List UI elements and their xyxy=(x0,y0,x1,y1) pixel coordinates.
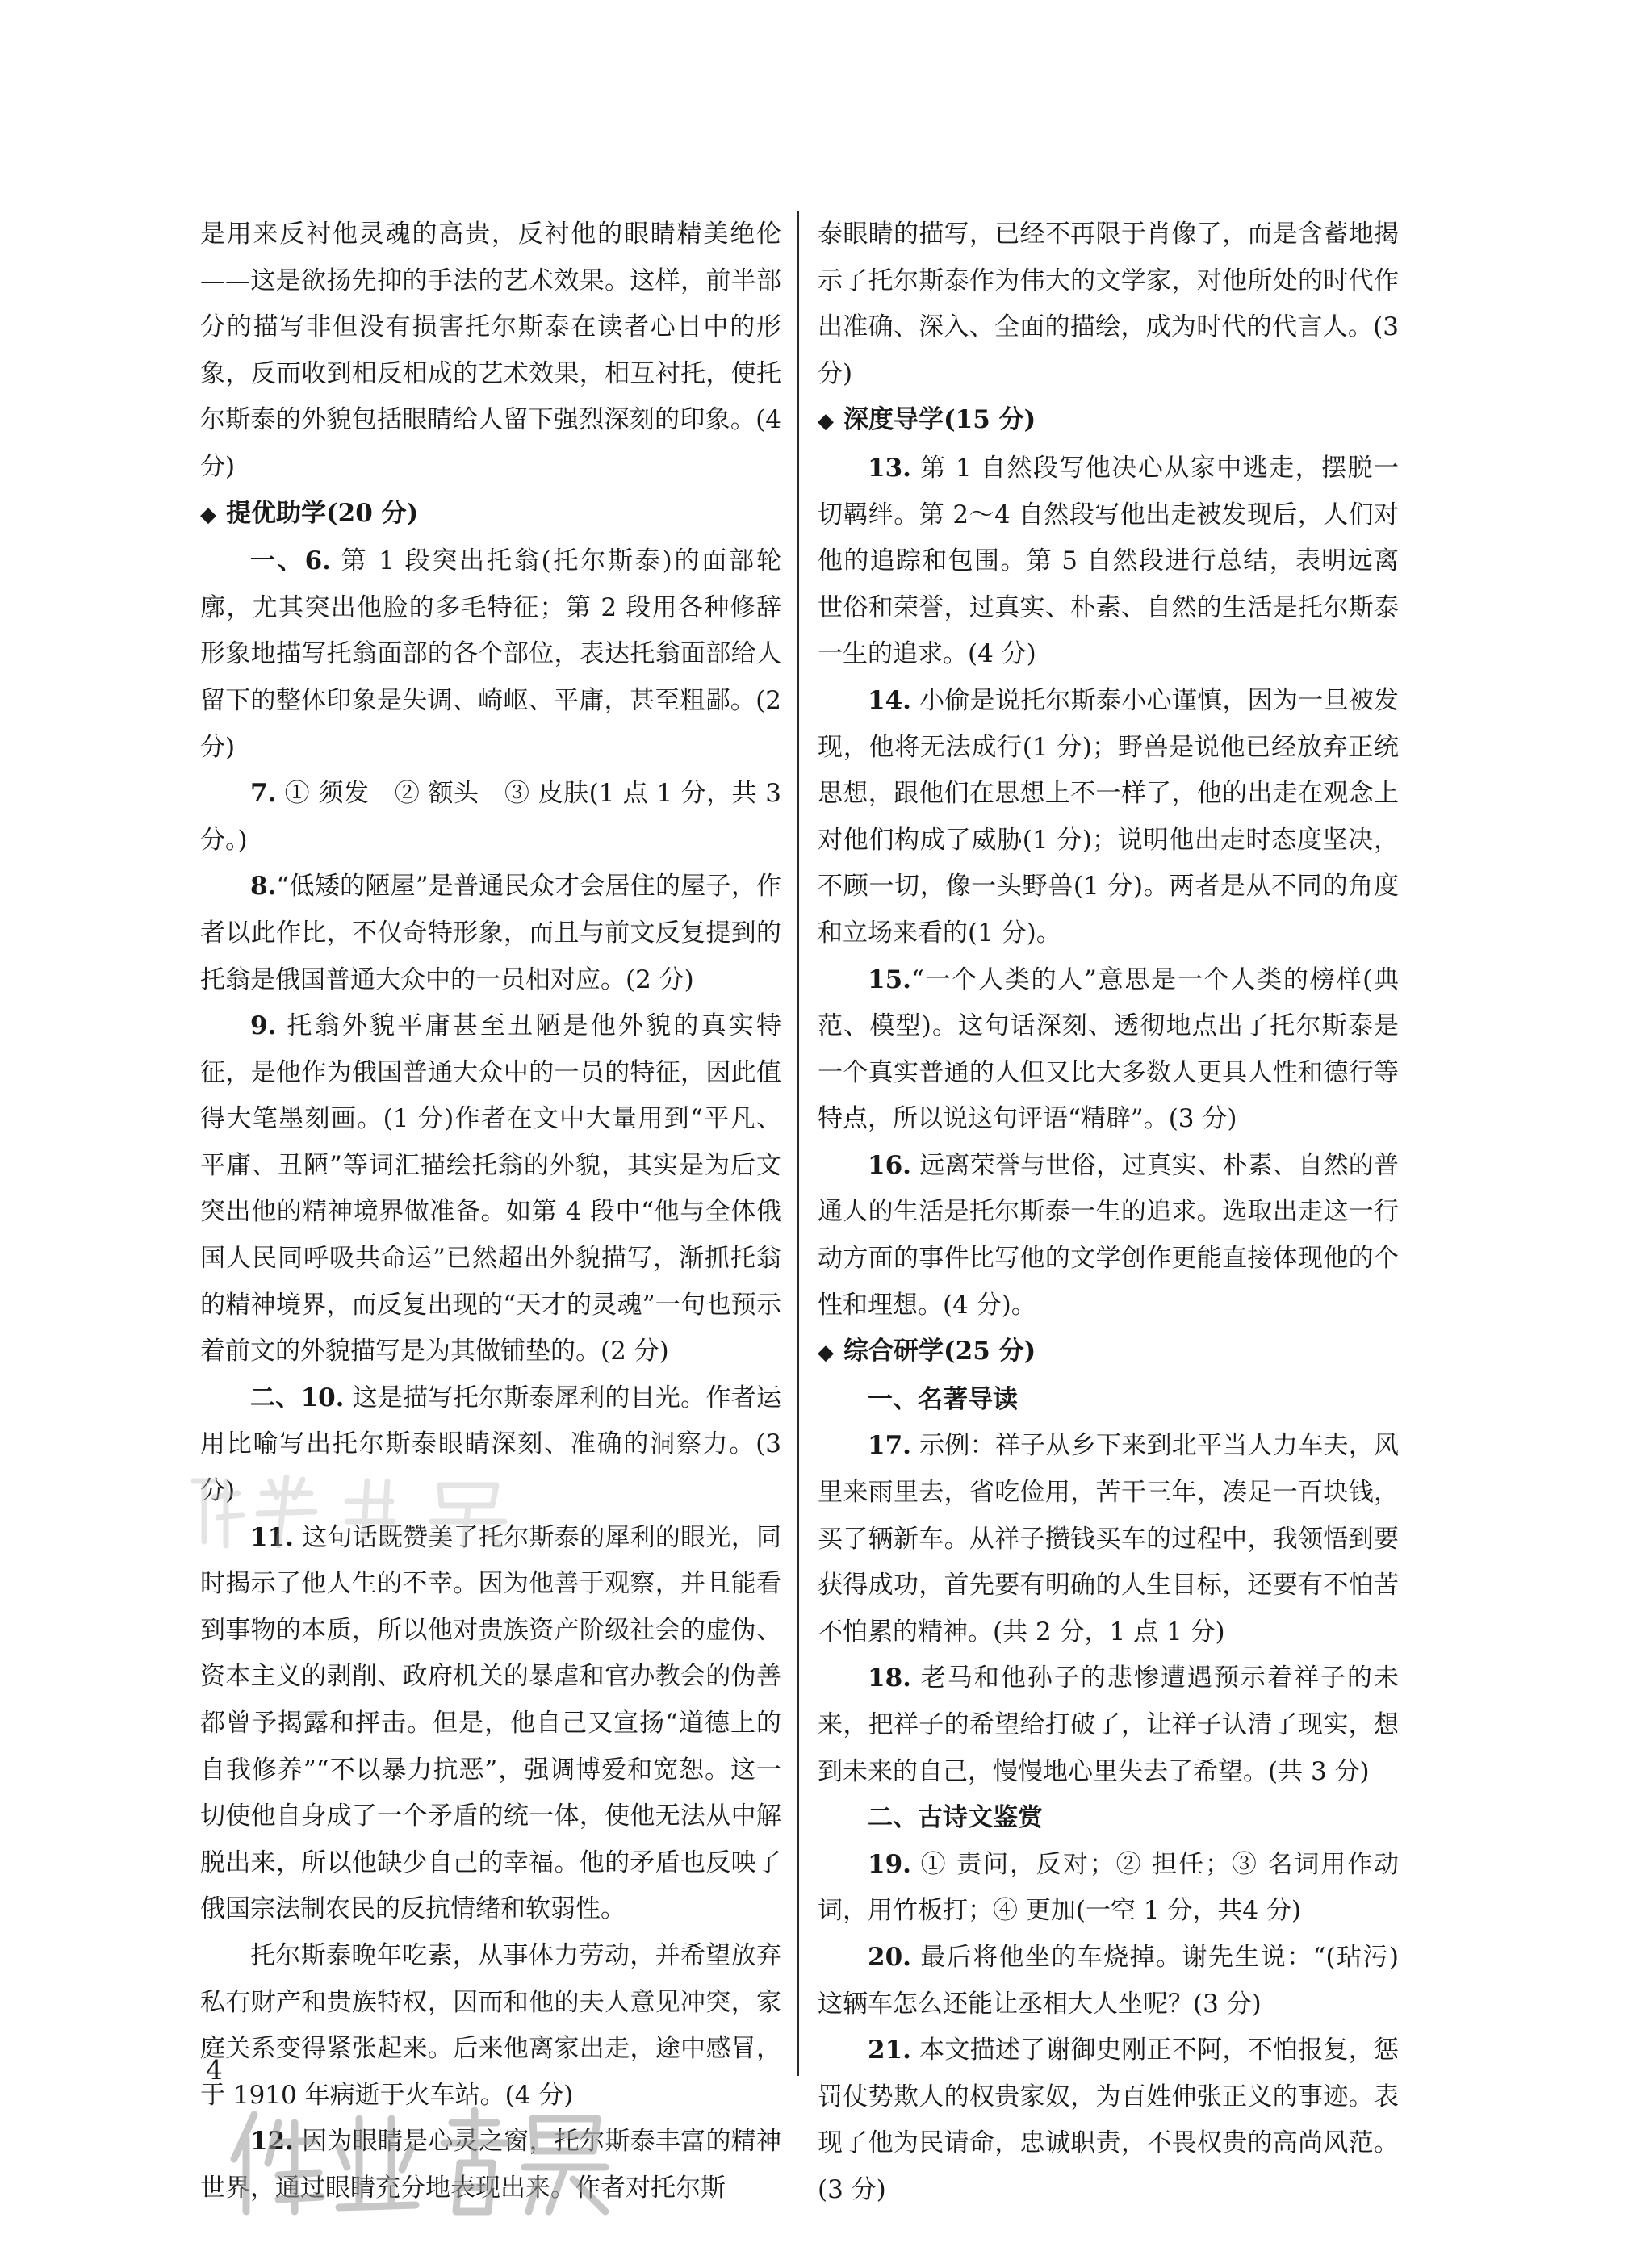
section-heading-text: 综合研学(25 分) xyxy=(843,1337,1036,1366)
answer-text: 最后将他坐的车烧掉。谢先生说：“(玷污)这辆车怎么还能让丞相大人坐呢？(3 分) xyxy=(818,1942,1399,2019)
section-heading-text: 深度导学(15 分) xyxy=(843,405,1036,435)
watermark-logo-faint xyxy=(182,1465,553,1554)
answer-paragraph xyxy=(818,1655,1399,1795)
question-number: 18. xyxy=(868,1663,911,1693)
answer-paragraph xyxy=(818,678,1399,957)
subsection-heading: 一、名著导读 xyxy=(868,1384,1018,1414)
answer-text: ① 须发 ② 额头 ③ 皮肤(1 点 1 分，共 3 分。) xyxy=(200,779,781,855)
answer-text: 托翁外貌平庸甚至丑陋是他外貌的真实特征，是他作为俄国普通大众中的一员的特征，因此值得大笔墨刻画。(1 分)作者在文中大量用到“平凡、平庸、丑陋”等词汇描绘托翁的外貌，其实是为后文突出他的精神境界做准备。如第 4 段中“他与全体俄国人民同呼吸共命运”已然超出外貌描写，渐抓托翁的精神境界，而反复出现的“天才的灵魂”一句也预示着前文的外貌描写是为其做铺垫的。(2 分) xyxy=(200,1011,781,1366)
question-number: 15. xyxy=(868,965,911,994)
diamond-bullet-icon: ◆ xyxy=(818,409,834,434)
answer-text: 因为眼睛是心灵之窗，托尔斯泰丰富的精神世界，通过眼睛充分地表现出来。作者对托尔斯 xyxy=(200,2127,781,2203)
question-number: 12. xyxy=(250,2127,294,2157)
answer-paragraph xyxy=(200,211,781,491)
watermark-logo xyxy=(218,2099,613,2220)
answer-paragraph xyxy=(818,957,1399,1143)
section-heading xyxy=(818,397,1399,446)
section-heading xyxy=(200,491,781,539)
answer-text: 这是描写托尔斯泰犀利的目光。作者运用比喻写出托尔斯泰眼睛深刻、准确的洞察力。(3 分) xyxy=(200,1383,781,1506)
question-number: 11. xyxy=(250,1522,294,1552)
answer-paragraph xyxy=(818,211,1399,397)
answer-paragraph xyxy=(200,771,781,864)
answer-text: 托尔斯泰晚年吃素，从事体力劳动，并希望放弃私有财产和贵族特权，因而和他的夫人意见冲突，家庭关系变得紧张起来。后来他离家出走，途中感冒，于 1910 年病逝于火车站。(4 分) xyxy=(200,1940,781,2110)
question-number: 一、6. xyxy=(250,546,331,576)
diamond-bullet-icon: ◆ xyxy=(818,1341,834,1366)
answer-paragraph xyxy=(200,1515,781,1933)
question-number: 二、10. xyxy=(250,1383,345,1412)
question-number: 8. xyxy=(250,872,277,902)
answer-text: 远离荣誉与世俗，过真实、朴素、自然的普通人的生活是托尔斯泰一生的追求。选取出走这一行动方面的事件比写他的文学创作更能直接体现他的个性和理想。(4 分)。 xyxy=(818,1150,1399,1320)
answer-paragraph xyxy=(200,1003,781,1375)
diamond-bullet-icon: ◆ xyxy=(200,502,216,527)
answer-paragraph xyxy=(818,1935,1399,2027)
answer-text: “低矮的陋屋”是普通民众才会居住的屋子，作者以此作比，不仅奇特形象，而且与前文反复提到的托翁是俄国普通大众中的一员相对应。(2 分) xyxy=(200,872,781,994)
answer-text: 是用来反衬他灵魂的高贵，反衬他的眼睛精美绝伦——这是欲扬先抑的手法的艺术效果。这样，前半部分的描写非但没有损害托尔斯泰在读者心目中的形象，反而收到相反相成的艺术效果，相互衬托，使托尔斯泰的外貌包括眼睛给人留下强烈深刻的印象。(4 分) xyxy=(200,220,781,481)
answer-text: ① 责问，反对；② 担任；③ 名词用作动词，用竹板打；④ 更加(一空 1 分，共4 分) xyxy=(818,1849,1399,1926)
answer-text: 第 1 自然段写他决心从家中逃走，摆脱一切羁绊。第 2～4 自然段写他出走被发现后，人们对他的追踪和包围。第 5 自然段进行总结，表明远离世俗和荣誉，过真实、朴素、自然的生活是托尔斯泰一生的追求。(4 分) xyxy=(818,453,1399,669)
question-number: 21. xyxy=(868,2036,911,2065)
answer-text: 本文描述了谢御史刚正不阿，不怕报复，惩罚仗势欺人的权贵家奴，为百姓伸张正义的事迹。表现了他为民请命，忠诚职责，不畏权贵的高尚风范。(3 分) xyxy=(818,2036,1399,2204)
question-number: 7. xyxy=(250,779,277,809)
question-number: 13. xyxy=(868,453,911,483)
answer-paragraph xyxy=(200,864,781,1003)
answer-text: 这句话既赞美了托尔斯泰的犀利的眼光，同时揭示了他人生的不幸。因为他善于观察，并且能看到事物的本质，所以他对贵族资产阶级社会的虚伪、资本主义的剥削、政府机关的暴虐和官办教会的伪善都曾予揭露和抨击。但是，他自己又宣扬“道德上的自我修养”“不以暴力抗恶”，强调博爱和宽恕。这一切使他自身成了一个矛盾的统一体，使他无法从中解脱出来，所以他缺少自己的幸福。他的矛盾也反映了俄国宗法制农民的反抗情绪和软弱性。 xyxy=(200,1522,781,1924)
answer-paragraph xyxy=(818,1423,1399,1655)
left-column xyxy=(200,211,781,2212)
answer-text: 老马和他孙子的悲惨遭遇预示着祥子的未来，把祥子的希望给打破了，让祥子认清了现实，想到未来的自己，慢慢地心里失去了希望。(共 3 分) xyxy=(818,1663,1399,1786)
section-heading xyxy=(818,1329,1399,1377)
answer-text: 小偷是说托尔斯泰小心谨慎，因为一旦被发现，他将无法成行(1 分)；野兽是说他已经放弃正统思想，跟他们在思想上不一样了，他的出走在观念上对他们构成了威胁(1 分)；说明他出走时态度坚决，不顾一切，像一头野兽(1 分)。两者是从不同的角度和立场来看的(1 分)。 xyxy=(818,685,1399,948)
answer-paragraph xyxy=(818,1842,1399,1935)
answer-paragraph xyxy=(200,538,781,771)
question-number: 14. xyxy=(868,685,911,715)
answer-text: 泰眼睛的描写，已经不再限于肖像了，而是含蓄地揭示了托尔斯泰作为伟大的文学家，对他所处的时代作出准确、深入、全面的描绘，成为时代的代言人。(3 分) xyxy=(818,220,1399,388)
right-column xyxy=(818,211,1399,2214)
answer-text: “一个人类的人”意思是一个人类的榜样(典范、模型)。这句话深刻、透彻地点出了托尔斯泰是一个真实普通的人但又比大多数人更具人性和德行等特点，所以说这句评语“精辟”。(3 分) xyxy=(818,965,1399,1134)
question-number: 19. xyxy=(868,1849,911,1879)
question-number: 9. xyxy=(250,1011,277,1041)
answer-paragraph xyxy=(818,446,1399,678)
answer-paragraph xyxy=(200,1933,781,2119)
question-number: 20. xyxy=(868,1942,911,1972)
question-number: 16. xyxy=(868,1150,911,1180)
column-divider xyxy=(797,211,799,2076)
question-number: 17. xyxy=(868,1431,911,1461)
answer-paragraph xyxy=(818,1143,1399,1329)
answer-text: 示例：祥子从乡下来到北平当人力车夫，风里来雨里去，省吃俭用，苦干三年，凑足一百块钱，买了辆新车。从祥子攒钱买车的过程中，我领悟到要获得成功，首先要有明确的人生目标，还要有不怕苦不怕累的精神。(共 2 分，1 点 1 分) xyxy=(818,1431,1399,1647)
answer-text: 第 1 段突出托翁(托尔斯泰)的面部轮廓，尤其突出他脸的多毛特征；第 2 段用各种修辞形象地描写托翁面部的各个部位，表达托翁面部给人留下的整体印象是失调、崎岖、平庸，甚至粗鄙。(2 分) xyxy=(200,546,781,762)
answer-paragraph xyxy=(818,2027,1399,2213)
subsection-heading: 二、古诗文鉴赏 xyxy=(868,1803,1043,1833)
page-number: 4 xyxy=(206,2054,223,2086)
section-heading-text: 提优助学(20 分) xyxy=(226,498,419,528)
